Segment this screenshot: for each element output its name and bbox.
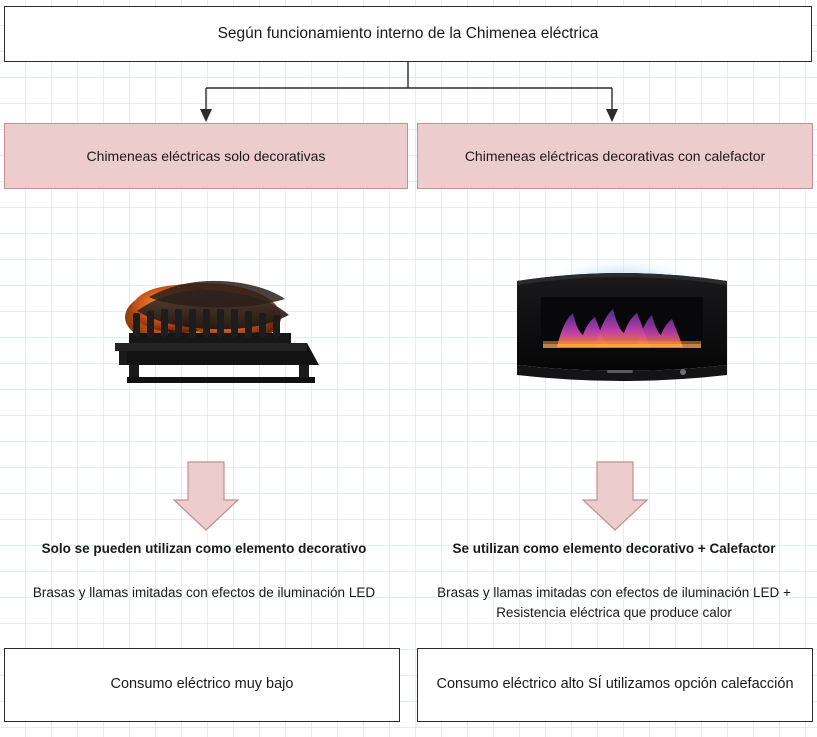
- branch-footer-con-calefactor: [417, 648, 813, 722]
- branch-headline-con-calefactor: Se utilizan como elemento decorativo + Calefactor: [452, 541, 776, 556]
- branch-footer-decorativas: [4, 648, 400, 722]
- branch-header-con-calefactor: [417, 123, 813, 189]
- diagram-title-text: Según funcionamiento interno de la Chimenea eléctrica: [217, 24, 599, 42]
- branch-detail-decorativas: Brasas y llamas imitadas con efectos de iluminación LED: [32, 585, 376, 600]
- branch-headline-decorativas: Solo se pueden utilizan como elemento decorativo: [41, 541, 367, 556]
- branch-footer-label: Consumo eléctrico muy bajo: [110, 676, 294, 693]
- wall-mounted-electric-fireplace-photo: [487, 225, 757, 425]
- image-electric-log-set: [75, 225, 345, 425]
- arrow-down-icon: [200, 109, 618, 122]
- block-arrow-down-icon: [174, 462, 647, 530]
- branch-detail-con-calefactor: Brasas y llamas imitadas con efectos de iluminación LED + Resistencia eléctrica que produce calor: [437, 585, 791, 620]
- electric-log-set-insert-photo: [75, 225, 345, 425]
- branch-header-label: Chimeneas eléctricas solo decorativas: [86, 147, 326, 164]
- branch-header-label: Chimeneas eléctricas decorativas con calefactor: [464, 147, 766, 164]
- diagram-title-box: [4, 6, 812, 62]
- image-wall-fireplace: [487, 225, 757, 425]
- branch-footer-label: Consumo eléctrico alto SÍ utilizamos opción calefacción: [436, 676, 794, 693]
- branch-header-decorativas: [4, 123, 408, 189]
